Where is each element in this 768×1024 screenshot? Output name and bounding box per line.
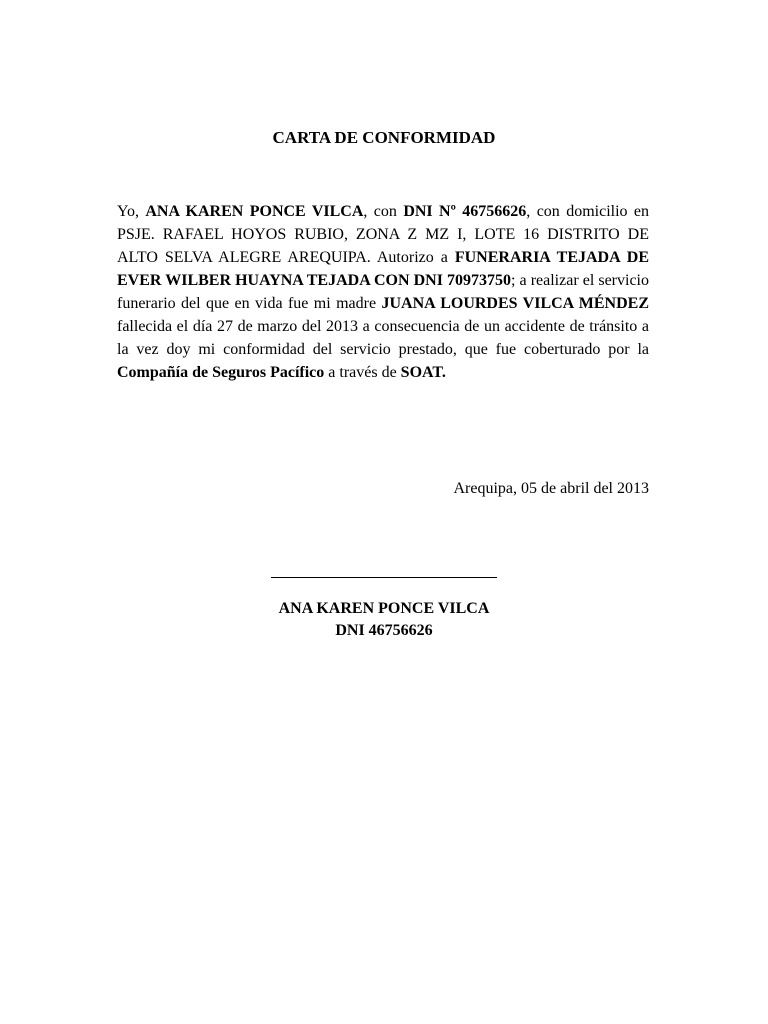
body-text-5: fallecida el día 27 de marzo del 2013 a consecuencia de un accidente de tránsito a la vez doy mi conformidad del servicio prestado, que fue coberturado por la [117, 318, 649, 358]
body-text-6: a través de [324, 364, 401, 381]
date-line: Arequipa, 05 de abril del 2013 [453, 480, 649, 497]
signature-dni: DNI 46756626 [335, 622, 433, 639]
body-text-1: Yo, [117, 203, 146, 220]
body-insurer: Compañía de Seguros Pacífico [117, 364, 325, 381]
body-soat: SOAT. [400, 364, 446, 381]
signature-block [0, 577, 768, 642]
body-funeral-home: FUNERARIA TEJADA DE EVER WILBER HUAYNA TEJADA CON DNI 70973750 [117, 249, 650, 289]
signature-line [271, 577, 497, 578]
body-author-name: ANA KAREN PONCE VILCA [145, 203, 364, 220]
body-author-dni: DNI Nº 46756626 [403, 203, 527, 220]
body-text-2: , con [363, 203, 404, 220]
body-mother-name: JUANA LOURDES VILCA MÉNDEZ [381, 295, 649, 312]
signature-name: ANA KAREN PONCE VILCA [278, 600, 490, 617]
letter-title: CARTA DE CONFORMIDAD [272, 128, 496, 147]
letter-body [117, 200, 649, 384]
body-text-3: , con domicilio en PSJE. RAFAEL HOYOS RUBIO, ZONA Z MZ I, LOTE 16 DISTRITO DE ALTO SELVA ALEGRE AREQUIPA. Autorizo a [117, 203, 650, 266]
body-text-4: ; a realizar el servicio funerario del que en vida fue mi madre [117, 272, 649, 312]
